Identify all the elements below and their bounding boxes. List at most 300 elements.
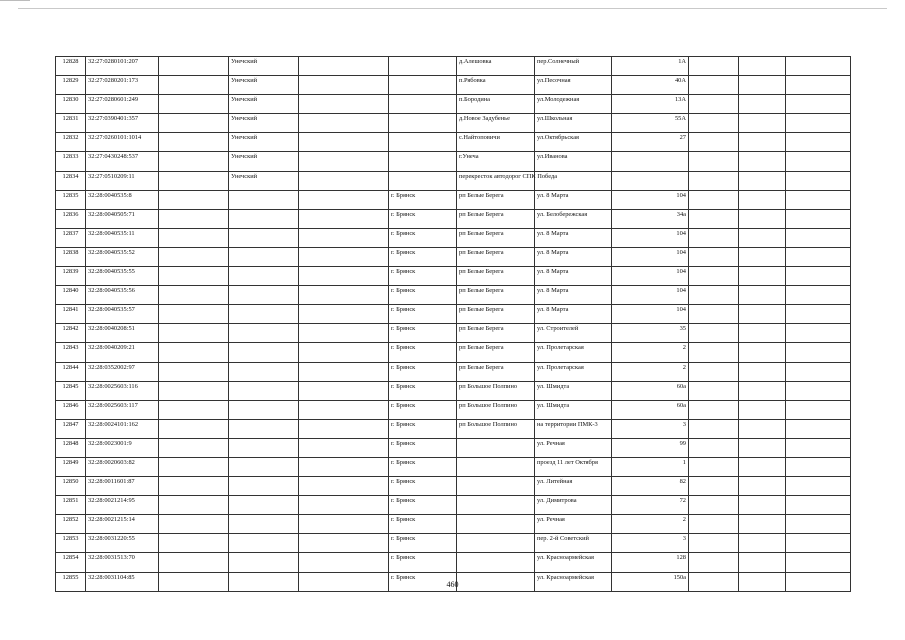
cell-city: г. Брянск — [389, 190, 457, 209]
table-row — [56, 133, 851, 152]
cell-empty — [159, 438, 229, 457]
cell-empty — [159, 381, 229, 400]
cell-row-number: 12845 — [56, 381, 86, 400]
cell-empty — [739, 343, 786, 362]
cell-district: Унечский — [229, 171, 299, 190]
cell-house-number: 104 — [612, 267, 689, 286]
cell-empty — [739, 133, 786, 152]
cell-street: ул. 8 Марта — [535, 286, 612, 305]
cell-street: ул. Пролетарская — [535, 343, 612, 362]
cell-empty — [159, 95, 229, 114]
cell-street: ул. Речная — [535, 515, 612, 534]
cell-empty — [786, 362, 851, 381]
cell-empty — [159, 419, 229, 438]
cell-cadastral-number: 32:28:0031104:85 — [86, 572, 159, 591]
page-number: 460 — [446, 580, 459, 589]
cell-district — [229, 534, 299, 553]
cell-street: ул.Иванова — [535, 152, 612, 171]
table-row — [56, 457, 851, 476]
cell-empty — [786, 515, 851, 534]
cell-empty — [786, 228, 851, 247]
cell-cadastral-number: 32:28:0025603:117 — [86, 400, 159, 419]
cell-city: г. Брянск — [389, 457, 457, 476]
cell-empty — [689, 171, 739, 190]
cell-district — [229, 228, 299, 247]
cell-row-number: 12853 — [56, 534, 86, 553]
cell-empty — [689, 362, 739, 381]
cell-empty — [786, 152, 851, 171]
cell-house-number: 55А — [612, 114, 689, 133]
cell-house-number: 13А — [612, 95, 689, 114]
cell-row-number: 12829 — [56, 76, 86, 95]
cell-empty — [689, 247, 739, 266]
cell-cadastral-number: 32:28:0021215:14 — [86, 515, 159, 534]
cell-empty — [739, 515, 786, 534]
table-row — [56, 76, 851, 95]
cell-house-number: 72 — [612, 496, 689, 515]
cell-district — [229, 267, 299, 286]
cell-empty — [739, 267, 786, 286]
cell-house-number: 104 — [612, 228, 689, 247]
cell-house-number: 104 — [612, 286, 689, 305]
cell-row-number: 12849 — [56, 457, 86, 476]
table-row — [56, 171, 851, 190]
cell-empty — [739, 438, 786, 457]
cell-cadastral-number: 32:28:0023001:9 — [86, 438, 159, 457]
cell-house-number — [612, 171, 689, 190]
cell-house-number: 1А — [612, 57, 689, 76]
table-row — [56, 343, 851, 362]
top-scan-edge — [18, 8, 887, 9]
cell-empty — [299, 171, 389, 190]
cell-empty — [739, 457, 786, 476]
cell-city — [389, 152, 457, 171]
cell-settlement: рп Белые Берега — [457, 305, 535, 324]
table-row — [56, 247, 851, 266]
cell-empty — [786, 534, 851, 553]
cell-settlement: рп Белые Берега — [457, 324, 535, 343]
cell-row-number: 12834 — [56, 171, 86, 190]
cell-cadastral-number: 32:27:0280201:173 — [86, 76, 159, 95]
cell-house-number: 2 — [612, 343, 689, 362]
cell-empty — [159, 343, 229, 362]
cell-empty — [159, 324, 229, 343]
cell-house-number: 27 — [612, 133, 689, 152]
cell-settlement: рп Большое Полпино — [457, 400, 535, 419]
cell-empty — [786, 343, 851, 362]
cell-city: г. Брянск — [389, 209, 457, 228]
cell-row-number: 12844 — [56, 362, 86, 381]
table-row — [56, 228, 851, 247]
cell-street: ул. Речная — [535, 438, 612, 457]
cell-empty — [159, 515, 229, 534]
cell-cadastral-number: 32:28:0040535:56 — [86, 286, 159, 305]
cell-street: проезд 11 лет Октября — [535, 457, 612, 476]
cell-district — [229, 477, 299, 496]
cell-empty — [786, 400, 851, 419]
cell-empty — [299, 228, 389, 247]
cell-street: ул. Димитрова — [535, 496, 612, 515]
cell-cadastral-number: 32:28:0352002:97 — [86, 362, 159, 381]
cell-settlement: рп Белые Берега — [457, 228, 535, 247]
cell-empty — [689, 57, 739, 76]
table-row — [56, 362, 851, 381]
cell-empty — [299, 76, 389, 95]
cell-empty — [159, 362, 229, 381]
cell-street: ул. 8 Марта — [535, 267, 612, 286]
cell-empty — [689, 419, 739, 438]
cell-row-number: 12830 — [56, 95, 86, 114]
cell-empty — [159, 152, 229, 171]
cell-row-number: 12836 — [56, 209, 86, 228]
scan-mark-left — [0, 0, 30, 1]
cell-empty — [689, 400, 739, 419]
cell-settlement — [457, 553, 535, 572]
cell-empty — [689, 133, 739, 152]
cell-district — [229, 305, 299, 324]
cell-house-number: 3 — [612, 419, 689, 438]
cell-settlement — [457, 438, 535, 457]
cell-city: г. Брянск — [389, 343, 457, 362]
cell-empty — [786, 553, 851, 572]
cell-empty — [786, 247, 851, 266]
cell-cadastral-number: 32:28:0040535:11 — [86, 228, 159, 247]
cell-cadastral-number: 32:28:0020603:82 — [86, 457, 159, 476]
cell-cadastral-number: 32:28:0040535:57 — [86, 305, 159, 324]
cell-street: ул. 8 Марта — [535, 247, 612, 266]
cell-cadastral-number: 32:28:0040505:71 — [86, 209, 159, 228]
cell-city: г. Брянск — [389, 477, 457, 496]
cell-settlement: рп Большое Полпино — [457, 419, 535, 438]
table-row — [56, 400, 851, 419]
cell-empty — [786, 76, 851, 95]
cell-empty — [689, 343, 739, 362]
cell-row-number: 12854 — [56, 553, 86, 572]
table-row — [56, 477, 851, 496]
cell-house-number: 150а — [612, 572, 689, 591]
cell-empty — [786, 324, 851, 343]
cell-empty — [786, 95, 851, 114]
table-row — [56, 553, 851, 572]
cell-empty — [159, 190, 229, 209]
cell-city: г. Брянск — [389, 362, 457, 381]
cell-empty — [786, 267, 851, 286]
cell-street: ул. Пролетарская — [535, 362, 612, 381]
table-row — [56, 419, 851, 438]
cell-empty — [786, 477, 851, 496]
cell-empty — [689, 190, 739, 209]
cell-row-number: 12846 — [56, 400, 86, 419]
cell-street: пер. 2-й Советский — [535, 534, 612, 553]
cell-empty — [299, 57, 389, 76]
cell-street: ул. Строителей — [535, 324, 612, 343]
cell-row-number: 12833 — [56, 152, 86, 171]
cell-empty — [739, 76, 786, 95]
table-row — [56, 286, 851, 305]
cell-row-number: 12831 — [56, 114, 86, 133]
cell-empty — [159, 553, 229, 572]
cell-settlement: перекресток автодорог СПК Победа — [457, 171, 535, 190]
cell-empty — [299, 286, 389, 305]
cell-empty — [689, 95, 739, 114]
table-row — [56, 57, 851, 76]
cell-district — [229, 209, 299, 228]
cell-settlement: д.Алешовка — [457, 57, 535, 76]
cell-cadastral-number: 32:27:0390401:357 — [86, 114, 159, 133]
cell-cadastral-number: 32:27:0430248:537 — [86, 152, 159, 171]
cell-empty — [159, 400, 229, 419]
cell-street: ул.Октябрьская — [535, 133, 612, 152]
cell-row-number: 12840 — [56, 286, 86, 305]
cell-empty — [739, 324, 786, 343]
cell-cadastral-number: 32:28:0031220:55 — [86, 534, 159, 553]
cell-cadastral-number: 32:28:0011601:87 — [86, 477, 159, 496]
cell-city: г. Брянск — [389, 381, 457, 400]
cell-cadastral-number: 32:28:0040535:55 — [86, 267, 159, 286]
cell-empty — [299, 190, 389, 209]
cell-row-number: 12828 — [56, 57, 86, 76]
cell-empty — [299, 438, 389, 457]
cell-empty — [786, 114, 851, 133]
cell-house-number: 2 — [612, 362, 689, 381]
cell-empty — [159, 305, 229, 324]
cell-empty — [299, 457, 389, 476]
cell-row-number: 12855 — [56, 572, 86, 591]
cell-empty — [689, 305, 739, 324]
cell-city: г. Брянск — [389, 553, 457, 572]
cell-empty — [299, 381, 389, 400]
cell-empty — [299, 553, 389, 572]
cell-district — [229, 438, 299, 457]
cell-empty — [159, 247, 229, 266]
cell-cadastral-number: 32:28:0025603:116 — [86, 381, 159, 400]
cell-settlement — [457, 534, 535, 553]
cell-city: г. Брянск — [389, 534, 457, 553]
cell-house-number: 104 — [612, 247, 689, 266]
cell-district: Унечский — [229, 152, 299, 171]
cell-empty — [739, 171, 786, 190]
cell-empty — [299, 324, 389, 343]
cell-cadastral-number: 32:27:0280601:249 — [86, 95, 159, 114]
cell-house-number: 3 — [612, 534, 689, 553]
table-row — [56, 324, 851, 343]
cell-district: Унечский — [229, 114, 299, 133]
cell-empty — [299, 400, 389, 419]
cell-empty — [739, 534, 786, 553]
table-row — [56, 438, 851, 457]
cell-district — [229, 553, 299, 572]
cell-empty — [299, 343, 389, 362]
cell-empty — [786, 57, 851, 76]
cell-district — [229, 190, 299, 209]
cell-empty — [739, 209, 786, 228]
cell-empty — [299, 534, 389, 553]
cell-city: г. Брянск — [389, 267, 457, 286]
cell-city — [389, 171, 457, 190]
cell-empty — [299, 419, 389, 438]
cell-house-number: 104 — [612, 305, 689, 324]
cell-district: Унечский — [229, 76, 299, 95]
cell-city — [389, 114, 457, 133]
cell-settlement: п.Бородина — [457, 95, 535, 114]
cell-district — [229, 457, 299, 476]
cell-empty — [786, 305, 851, 324]
cell-street: ул. Белобережская — [535, 209, 612, 228]
cell-empty — [159, 267, 229, 286]
cell-cadastral-number: 32:28:0040535:8 — [86, 190, 159, 209]
cell-empty — [159, 477, 229, 496]
cadastral-register-table — [55, 56, 851, 592]
cell-row-number: 12848 — [56, 438, 86, 457]
cell-empty — [786, 209, 851, 228]
cell-empty — [786, 457, 851, 476]
cell-street: ул.Песочная — [535, 76, 612, 95]
cell-empty — [299, 362, 389, 381]
cell-row-number: 12852 — [56, 515, 86, 534]
cell-empty — [689, 457, 739, 476]
table-row — [56, 515, 851, 534]
cell-street: пер.Солнечный — [535, 57, 612, 76]
table-row — [56, 496, 851, 515]
cell-empty — [299, 305, 389, 324]
cell-cadastral-number: 32:27:0510209:11 — [86, 171, 159, 190]
cell-settlement: рп Белые Берега — [457, 343, 535, 362]
cell-house-number: 128 — [612, 553, 689, 572]
cell-empty — [739, 95, 786, 114]
cell-row-number: 12850 — [56, 477, 86, 496]
cell-row-number: 12838 — [56, 247, 86, 266]
cell-empty — [786, 438, 851, 457]
cell-empty — [739, 400, 786, 419]
cell-street: на территории ПМК-3 — [535, 419, 612, 438]
cell-row-number: 12839 — [56, 267, 86, 286]
cell-cadastral-number: 32:28:0040208:51 — [86, 324, 159, 343]
cell-city: г. Брянск — [389, 324, 457, 343]
cell-street: ул.Молодежная — [535, 95, 612, 114]
cell-settlement: рп Белые Берега — [457, 286, 535, 305]
cell-city: г. Брянск — [389, 496, 457, 515]
cell-empty — [299, 267, 389, 286]
cell-house-number: 104 — [612, 190, 689, 209]
cell-house-number: 2 — [612, 515, 689, 534]
cell-house-number: 60а — [612, 381, 689, 400]
cell-empty — [739, 286, 786, 305]
cell-empty — [786, 133, 851, 152]
cell-row-number: 12843 — [56, 343, 86, 362]
cell-house-number: 82 — [612, 477, 689, 496]
cell-district — [229, 419, 299, 438]
cell-empty — [689, 553, 739, 572]
cell-cadastral-number: 32:28:0021214:95 — [86, 496, 159, 515]
cell-empty — [159, 76, 229, 95]
cell-district — [229, 400, 299, 419]
cell-settlement: рп Белые Берега — [457, 267, 535, 286]
cell-empty — [786, 286, 851, 305]
cell-district — [229, 381, 299, 400]
cell-empty — [786, 419, 851, 438]
cell-empty — [299, 114, 389, 133]
cell-empty — [299, 515, 389, 534]
cell-empty — [299, 209, 389, 228]
cell-empty — [159, 114, 229, 133]
table-row — [56, 209, 851, 228]
cell-empty — [689, 76, 739, 95]
table-row — [56, 534, 851, 553]
cell-cadastral-number: 32:28:0024101:162 — [86, 419, 159, 438]
cell-empty — [159, 228, 229, 247]
cell-district — [229, 247, 299, 266]
cell-empty — [159, 57, 229, 76]
cell-empty — [739, 190, 786, 209]
cell-row-number: 12851 — [56, 496, 86, 515]
cell-settlement — [457, 477, 535, 496]
cell-empty — [299, 477, 389, 496]
cell-empty — [689, 324, 739, 343]
cell-house-number: 40А — [612, 76, 689, 95]
cell-street: ул. 8 Марта — [535, 190, 612, 209]
cell-settlement: д.Новое Задубенье — [457, 114, 535, 133]
cell-street: ул. 8 Марта — [535, 305, 612, 324]
cell-empty — [689, 496, 739, 515]
table-row — [56, 267, 851, 286]
cell-settlement: рп Белые Берега — [457, 209, 535, 228]
cell-city — [389, 95, 457, 114]
cell-settlement — [457, 515, 535, 534]
cell-empty — [159, 286, 229, 305]
cell-settlement: г.Унеча — [457, 152, 535, 171]
cell-district — [229, 324, 299, 343]
cell-empty — [786, 190, 851, 209]
cell-settlement: п.Рябовка — [457, 76, 535, 95]
cell-empty — [689, 267, 739, 286]
cell-settlement: рп Белые Берега — [457, 362, 535, 381]
cell-cadastral-number: 32:28:0040209:21 — [86, 343, 159, 362]
cell-empty — [689, 381, 739, 400]
cell-empty — [739, 553, 786, 572]
cell-empty — [689, 209, 739, 228]
cell-settlement — [457, 496, 535, 515]
cell-house-number: 34а — [612, 209, 689, 228]
cell-cadastral-number: 32:28:0040535:52 — [86, 247, 159, 266]
cell-district — [229, 515, 299, 534]
cell-empty — [739, 496, 786, 515]
cell-empty — [299, 133, 389, 152]
table-row — [56, 305, 851, 324]
cell-empty — [739, 419, 786, 438]
table-row — [56, 381, 851, 400]
cell-cadastral-number: 32:28:0031513:70 — [86, 553, 159, 572]
cell-row-number: 12841 — [56, 305, 86, 324]
cell-empty — [786, 381, 851, 400]
cell-empty — [689, 152, 739, 171]
cell-cadastral-number: 32:27:0260101:1014 — [86, 133, 159, 152]
cell-empty — [689, 534, 739, 553]
cell-street: ул. 8 Марта — [535, 228, 612, 247]
cell-city: г. Брянск — [389, 228, 457, 247]
cell-city: г. Брянск — [389, 400, 457, 419]
cell-empty — [739, 228, 786, 247]
cell-settlement: рп Белые Берега — [457, 247, 535, 266]
cell-city — [389, 76, 457, 95]
cell-empty — [689, 438, 739, 457]
cell-empty — [739, 305, 786, 324]
cell-settlement: рп Белые Берега — [457, 190, 535, 209]
cell-empty — [739, 57, 786, 76]
cell-empty — [739, 362, 786, 381]
cell-settlement: с.Найтоповичи — [457, 133, 535, 152]
cell-district — [229, 286, 299, 305]
cell-empty — [739, 477, 786, 496]
